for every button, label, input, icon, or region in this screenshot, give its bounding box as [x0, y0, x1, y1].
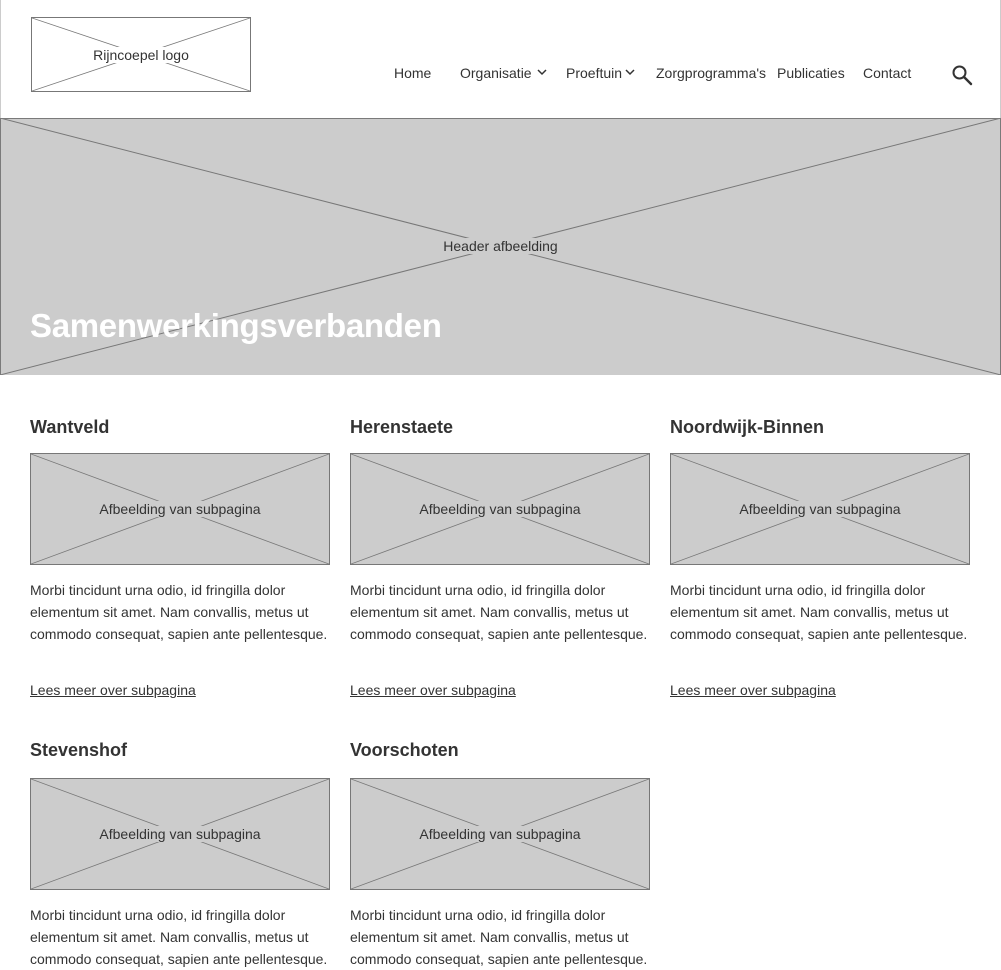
card-title: Noordwijk-Binnen	[670, 417, 824, 437]
card-image-label: Afbeelding van subpagina	[95, 501, 264, 517]
card-image-placeholder[interactable]	[30, 778, 330, 890]
hero-banner	[0, 118, 1001, 375]
card-image-placeholder[interactable]	[670, 453, 970, 565]
card-description: Morbi tincidunt urna odio, id fringilla dolor elementum sit amet. Nam convallis, metus ut commodo consequat, sapien ante pellentesque.	[350, 907, 648, 967]
card-description: Morbi tincidunt urna odio, id fringilla dolor elementum sit amet. Nam convallis, metus ut commodo consequat, sapien ante pellentesque.	[30, 582, 328, 642]
logo-placeholder[interactable]	[31, 17, 251, 92]
chevron-down-icon[interactable]	[537, 67, 547, 77]
hero-image-label: Header afbeelding	[439, 238, 561, 254]
site-header	[0, 0, 1001, 118]
card-description: Morbi tincidunt urna odio, id fringilla dolor elementum sit amet. Nam convallis, metus ut commodo consequat, sapien ante pellentesque.	[30, 907, 328, 967]
card-image-placeholder[interactable]	[350, 778, 650, 890]
card-title: Herenstaete	[350, 417, 454, 437]
card-title: Wantveld	[30, 417, 110, 437]
nav-item-proeftuin[interactable]: Proeftuin	[566, 65, 623, 81]
nav-item-contact[interactable]: Contact	[863, 65, 912, 81]
card-image-label: Afbeelding van subpagina	[735, 501, 904, 517]
logo-label: Rijncoepel logo	[93, 46, 189, 63]
read-more-link[interactable]: Lees meer over subpagina	[350, 682, 516, 698]
nav-item-home[interactable]: Home	[394, 65, 432, 81]
card-image-label: Afbeelding van subpagina	[95, 826, 264, 842]
card-title: Stevenshof	[30, 740, 128, 760]
card-image-placeholder[interactable]	[350, 453, 650, 565]
page-title: Samenwerkingsverbanden	[30, 307, 442, 344]
card-description: Morbi tincidunt urna odio, id fringilla dolor elementum sit amet. Nam convallis, metus ut commodo consequat, sapien ante pellentesque.	[350, 582, 648, 642]
read-more-link[interactable]: Lees meer over subpagina	[670, 682, 836, 698]
card-image-placeholder[interactable]	[30, 453, 330, 565]
card-title: Voorschoten	[350, 740, 459, 760]
nav-item-publicaties[interactable]: Publicaties	[777, 65, 845, 81]
card-description: Morbi tincidunt urna odio, id fringilla dolor elementum sit amet. Nam convallis, metus ut commodo consequat, sapien ante pellentesque.	[670, 582, 968, 642]
nav-item-organisatie[interactable]: Organisatie	[460, 65, 532, 81]
read-more-link[interactable]: Lees meer over subpagina	[30, 682, 196, 698]
search-icon[interactable]	[951, 64, 973, 86]
card-image-label: Afbeelding van subpagina	[415, 826, 584, 842]
chevron-down-icon[interactable]	[625, 67, 635, 77]
card-image-label: Afbeelding van subpagina	[415, 501, 584, 517]
nav-item-zorgprogrammas[interactable]: Zorgprogramma's	[656, 65, 767, 81]
